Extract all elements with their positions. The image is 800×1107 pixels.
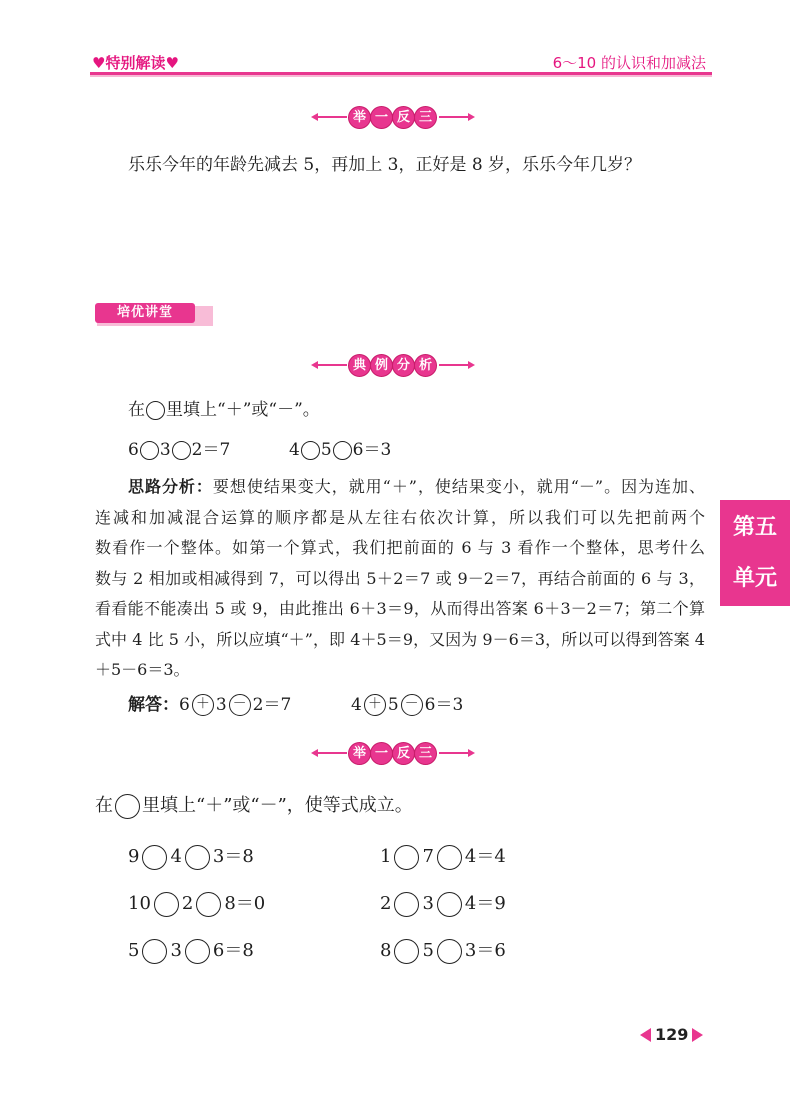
eq-term: 2: [380, 893, 392, 914]
analysis-line: 数看作一个整体。如第一个算式，我们把前面的 6 与 3 看作一个整体，思考什么: [95, 538, 705, 557]
analysis-line: 数与 2 相加或相减得到 7，可以得出 5＋2＝7 或 9－2＝7，再结合前面的 6 与 3，: [95, 568, 705, 588]
blank-circle: [115, 794, 140, 819]
banner-char: 例: [370, 354, 393, 377]
eq-term: 10: [128, 893, 151, 914]
banner-char: 反: [392, 742, 415, 765]
banner-circles: [349, 354, 437, 377]
analysis-line: [128, 472, 705, 503]
eq-term: 1: [380, 846, 392, 867]
answer-equation-2: [351, 692, 463, 718]
eq-term: 9: [128, 846, 140, 867]
eq-term: 6: [179, 695, 190, 715]
eq-term: 2: [181, 893, 194, 914]
eq-term: 6: [128, 440, 139, 460]
banner-right-line: [439, 752, 469, 754]
analysis-line: ＋5－6＝3。: [95, 660, 190, 679]
unit-side-tab: [720, 500, 790, 606]
analysis-text: 要想使结果变大，就用“＋”，使结果变小，就用“－”。因为连加、: [212, 477, 705, 496]
example-equation-2: [289, 437, 391, 463]
side-tab-line: 第五: [732, 515, 777, 540]
eq-term: 5: [128, 940, 140, 961]
eq-term: 6＝3: [352, 440, 392, 460]
header-rule-light: [90, 75, 712, 77]
banner-char: 举: [348, 742, 371, 765]
eq-term: 4: [170, 846, 182, 867]
blank-circle: [394, 892, 419, 917]
banner-circles: [349, 106, 437, 129]
banner-char: 三: [414, 742, 437, 765]
example-equation-1: [128, 437, 230, 463]
left-triangle-icon: [640, 1028, 651, 1042]
eq-term: 4＝9: [464, 893, 506, 914]
answer-row: [128, 692, 291, 718]
header-left-title: ♥特别解读♥: [92, 54, 179, 72]
blank-circle: [196, 892, 221, 917]
eq-term: 6＝3: [424, 695, 464, 715]
right-triangle-icon: [692, 1028, 703, 1042]
exercise-equation: [380, 937, 580, 965]
blank-circle: [185, 939, 210, 964]
circled-operator: －: [401, 694, 423, 716]
instruction-text: 里填上“＋”或“－”，使等式成立。: [142, 795, 413, 816]
eq-term: 3: [170, 940, 182, 961]
eq-term: 4: [351, 695, 362, 715]
eq-term: 3: [215, 695, 227, 715]
example-instruction: [128, 397, 320, 423]
blank-circle: [142, 939, 167, 964]
blank-circle: [172, 441, 191, 460]
blank-circle: [185, 845, 210, 870]
banner-circles: [349, 742, 437, 765]
practice-1-problem: 乐乐今年的年龄先减去 5，再加上 3，正好是 8 岁，乐乐今年几岁？: [128, 155, 642, 175]
banner-left-line: [317, 364, 347, 366]
page-number-text: 129: [655, 1025, 689, 1044]
banner-right-line: [439, 364, 469, 366]
analysis-line: 看看能不能凑出 5 或 9，由此推出 6＋3＝9，从而得出答案 6＋3－2＝7；第二个算: [95, 599, 705, 618]
exercise-equation: [128, 937, 380, 965]
instruction-text: 里填上“＋”或“－”。: [166, 400, 320, 420]
eq-term: 5: [387, 695, 399, 715]
exercise-equation: [380, 890, 580, 918]
answer-label: 解答：: [128, 695, 179, 715]
banner-left-line: [317, 116, 347, 118]
exercise-grid: [128, 843, 580, 984]
eq-term: 3: [422, 893, 434, 914]
circled-operator: ＋: [192, 694, 214, 716]
eq-term: 2＝7: [191, 440, 231, 460]
banner-char: 一: [370, 742, 393, 765]
banner-char: 典: [348, 354, 371, 377]
banner-left-line: [317, 752, 347, 754]
blank-circle: [437, 845, 462, 870]
eq-term: 5: [422, 940, 434, 961]
circled-operator: ＋: [364, 694, 386, 716]
blank-circle: [394, 939, 419, 964]
banner-char: 反: [392, 106, 415, 129]
eq-term: 8: [380, 940, 392, 961]
banner-practice-2: [317, 740, 469, 766]
banner-char: 举: [348, 106, 371, 129]
blank-circle: [146, 401, 165, 420]
eq-term: 4＝4: [464, 846, 506, 867]
analysis-paragraph: [95, 472, 705, 686]
blank-circle: [142, 845, 167, 870]
blank-circle: [437, 939, 462, 964]
circled-operator: －: [229, 694, 251, 716]
analysis-label: 思路分析：: [128, 477, 213, 496]
eq-term: 3＝6: [464, 940, 506, 961]
exercise-equation: [128, 890, 380, 918]
analysis-line: 连减和加减混合运算的顺序都是从左往右依次计算，所以我们可以先把前两个: [95, 507, 705, 527]
exercise-equation: [128, 843, 380, 871]
banner-right-line: [439, 116, 469, 118]
banner-char: 析: [414, 354, 437, 377]
eq-term: 5: [320, 440, 332, 460]
eq-term: 8＝0: [224, 893, 266, 914]
banner-example: [317, 352, 469, 378]
practice-2-instruction: [95, 792, 413, 820]
section-label: 培优讲堂: [95, 303, 195, 323]
instruction-text: 在: [128, 400, 145, 420]
eq-term: 7: [422, 846, 434, 867]
eq-term: 6＝8: [212, 940, 254, 961]
exercise-equation: [380, 843, 580, 871]
blank-circle: [394, 845, 419, 870]
banner-char: 分: [392, 354, 415, 377]
blank-circle: [140, 441, 159, 460]
analysis-line: 式中 4 比 5 小，所以应填“＋”，即 4＋5＝9，又因为 9－6＝3，所以可以得到答案 4: [95, 629, 705, 649]
side-tab-line: 单元: [732, 566, 777, 591]
eq-term: 2＝7: [252, 695, 292, 715]
banner-practice-1: [317, 104, 469, 130]
blank-circle: [154, 892, 179, 917]
blank-circle: [437, 892, 462, 917]
header-chapter-title: 6～10 的认识和加减法: [552, 54, 706, 72]
instruction-text: 在: [95, 795, 113, 816]
blank-circle: [301, 441, 320, 460]
banner-char: 一: [370, 106, 393, 129]
banner-char: 三: [414, 106, 437, 129]
blank-circle: [333, 441, 352, 460]
eq-term: 3＝8: [212, 846, 254, 867]
eq-term: 3: [159, 440, 171, 460]
eq-term: 4: [289, 440, 300, 460]
page-number: [640, 1025, 703, 1045]
